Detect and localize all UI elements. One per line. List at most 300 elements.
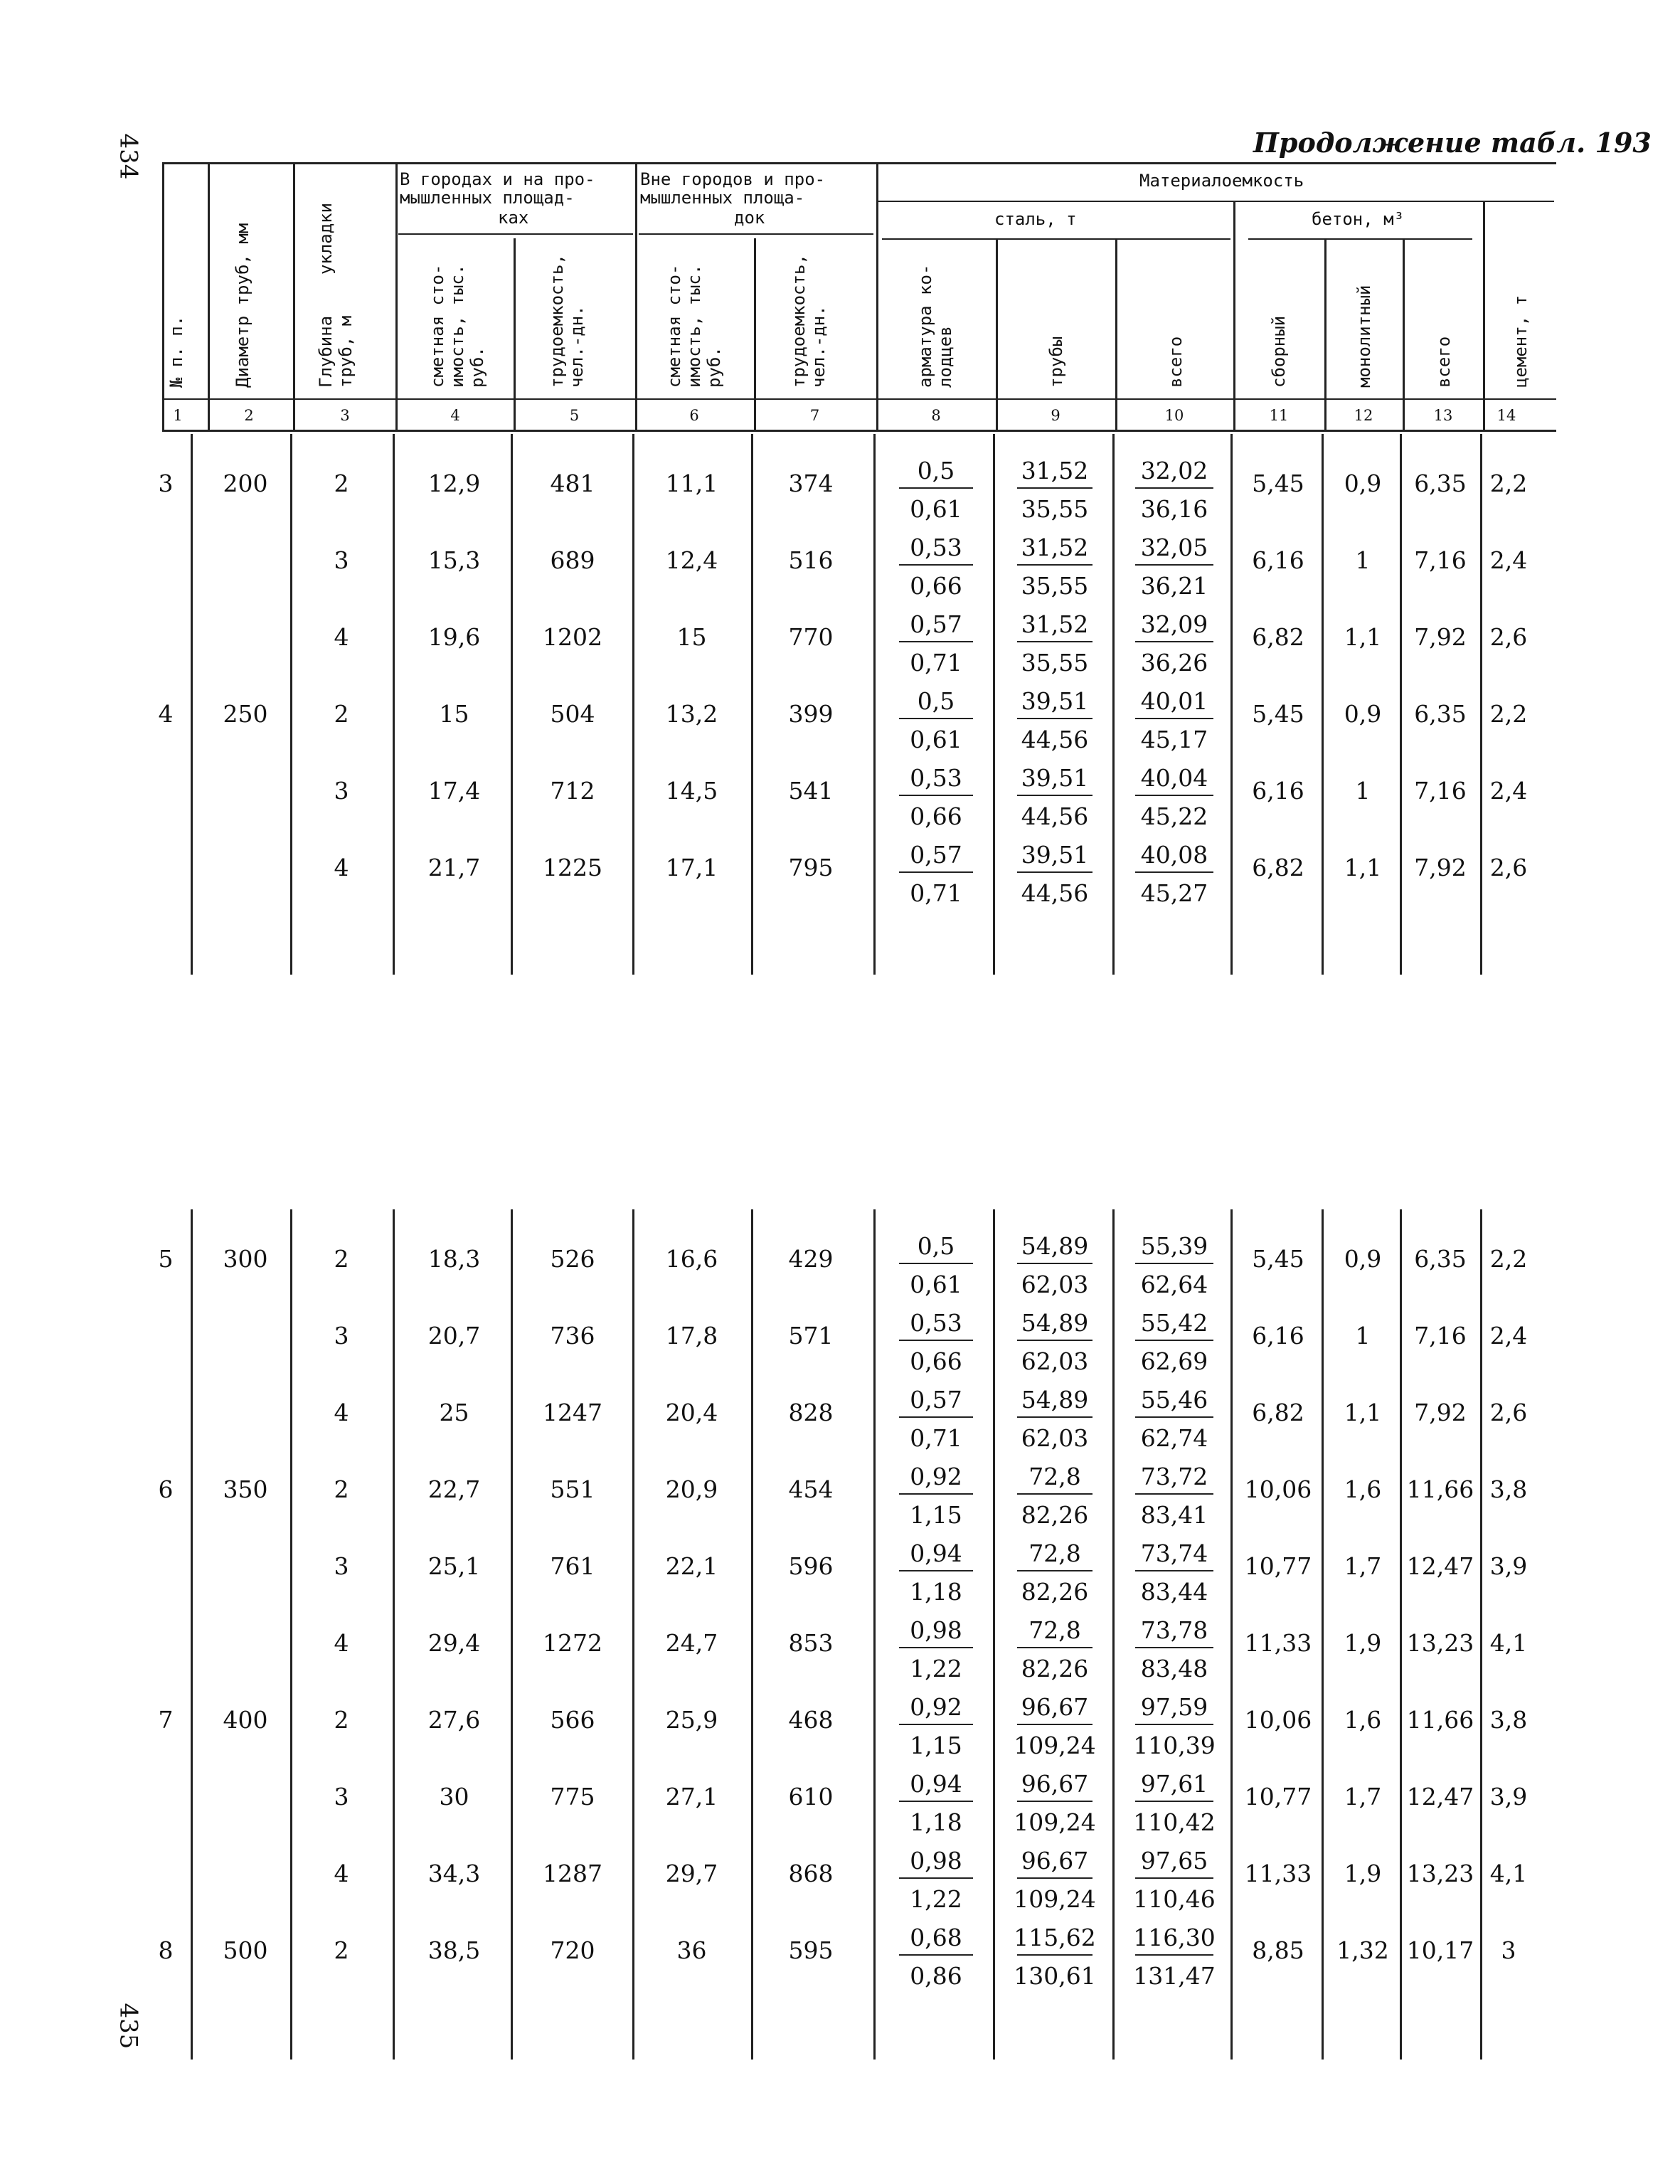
rebar-value-numerator: 0,68: [910, 1924, 962, 1951]
rebar-value-numerator: 0,94: [910, 1770, 962, 1798]
cement: 3,8: [1489, 1475, 1528, 1503]
rebar-value-numerator: 0,98: [910, 1616, 962, 1644]
pipes-value-numerator: 54,89: [1021, 1232, 1089, 1260]
header-cost-city-2: имость, тыс.: [447, 264, 467, 388]
steel-total-value-bar: [1135, 1493, 1213, 1495]
pipes-value-bar: [1017, 1724, 1092, 1725]
concrete-monolithic: 1: [1355, 1322, 1371, 1350]
labor-city: 1225: [543, 854, 602, 881]
cost-city: 25: [439, 1399, 469, 1426]
rebar-value-bar: [899, 1263, 973, 1264]
rebar-value-denominator: 1,18: [910, 1578, 962, 1606]
pipes-value-bar: [1017, 564, 1092, 566]
rebar-value-numerator: 0,98: [910, 1847, 962, 1875]
concrete-total: 7,92: [1414, 623, 1467, 651]
rebar-value-denominator: 0,71: [910, 879, 962, 907]
cement: 2,4: [1489, 1322, 1528, 1350]
pipe-diameter: 200: [223, 470, 268, 497]
pipe-depth: 3: [334, 1783, 349, 1811]
pipes-value-numerator: 96,67: [1021, 1770, 1089, 1798]
hdr-vline-9: [1115, 238, 1117, 430]
rebar-value-denominator: 0,71: [910, 649, 962, 677]
concrete-monolithic: 1,6: [1344, 1475, 1382, 1503]
cost-outside: 14,5: [665, 777, 718, 805]
steel-total-value-denominator: 83,41: [1140, 1501, 1208, 1529]
rebar-value-denominator: 1,22: [910, 1655, 962, 1682]
pipes-value-bar: [1017, 1493, 1092, 1495]
cement: 2,2: [1489, 1245, 1528, 1273]
pipes-value-bar: [1017, 1340, 1092, 1341]
pipes-value-denominator: 130,61: [1014, 1962, 1096, 1990]
header-outside-line-1: Вне городов и про-: [640, 169, 826, 189]
steel-total-value-bar: [1135, 564, 1213, 566]
pipes-value-denominator: 62,03: [1021, 1347, 1089, 1375]
concrete-precast: 5,45: [1252, 700, 1304, 728]
colnum-14: 14: [1496, 407, 1516, 424]
hdr-vline-2: [293, 162, 295, 430]
steel-total-value-denominator: 62,69: [1140, 1347, 1208, 1375]
pipe-depth: 2: [334, 470, 349, 497]
row-number: 8: [158, 1936, 174, 1964]
header-labor-outside-1: трудоемкость,: [789, 254, 809, 388]
outside-group-rule: [639, 233, 873, 235]
steel-total-value-numerator: 97,59: [1140, 1693, 1208, 1721]
header-col3-line2: труб, м: [336, 315, 356, 388]
steel-total-value-numerator: 32,05: [1140, 534, 1208, 561]
header-outside-line-3: док: [734, 208, 765, 228]
rebar-value-denominator: 0,66: [910, 802, 962, 830]
rebar-value-bar: [899, 487, 973, 489]
hdr-vline-11: [1324, 238, 1327, 430]
steel-total-value-denominator: 36,16: [1140, 495, 1208, 523]
steel-total-value-bar: [1135, 1801, 1213, 1802]
body-vline: [1112, 434, 1115, 975]
pipe-depth: 2: [334, 700, 349, 728]
labor-city: 720: [550, 1936, 595, 1964]
steel-total-value-bar: [1135, 1954, 1213, 1956]
rebar-value-denominator: 0,71: [910, 1424, 962, 1452]
body-vline: [393, 434, 395, 975]
cost-city: 17,4: [427, 777, 481, 805]
header-city-line-2: мышленных площад-: [400, 188, 575, 208]
concrete-precast: 6,16: [1252, 1322, 1304, 1350]
labor-outside: 429: [788, 1245, 834, 1273]
header-bottom-rule: [162, 398, 1556, 400]
pipe-depth: 4: [334, 1860, 349, 1887]
header-cement: цемент, т: [1511, 295, 1531, 388]
pipe-depth: 3: [334, 1552, 349, 1580]
rebar-value-denominator: 0,66: [910, 1347, 962, 1375]
colnum-3: 3: [340, 407, 350, 424]
rebar-value-numerator: 0,57: [910, 841, 962, 869]
concrete-total: 12,47: [1406, 1783, 1474, 1811]
rebar-value-bar: [899, 1724, 973, 1725]
labor-city: 761: [550, 1552, 595, 1580]
labor-city: 526: [550, 1245, 595, 1273]
pipe-diameter: 500: [223, 1936, 268, 1964]
pipes-value-numerator: 72,8: [1028, 1539, 1081, 1567]
city-group-rule: [398, 233, 633, 235]
labor-outside: 596: [788, 1552, 834, 1580]
steel-total-value-denominator: 83,48: [1140, 1655, 1208, 1682]
labor-outside: 541: [788, 777, 834, 805]
body-vline: [191, 1209, 193, 2060]
body-vline: [191, 434, 193, 975]
steel-total-value-bar: [1135, 718, 1213, 719]
rebar-value-numerator: 0,5: [917, 457, 955, 484]
colnum-8: 8: [931, 407, 941, 424]
steel-total-value-bar: [1135, 641, 1213, 642]
hdr-vline-4: [514, 238, 516, 430]
concrete-precast: 6,82: [1252, 854, 1304, 881]
body-vline: [290, 434, 292, 975]
concrete-monolithic: 0,9: [1344, 1245, 1382, 1273]
rebar-value-denominator: 0,61: [910, 1271, 962, 1298]
rebar-value-numerator: 0,5: [917, 687, 955, 715]
concrete-precast: 6,82: [1252, 1399, 1304, 1426]
rebar-value-bar: [899, 871, 973, 873]
rebar-value-bar: [899, 1416, 973, 1418]
concrete-total: 7,92: [1414, 1399, 1467, 1426]
body-vline: [290, 1209, 292, 2060]
cost-outside: 13,2: [665, 700, 718, 728]
table-continuation-title: Продолжение табл. 193: [1253, 127, 1652, 159]
concrete-precast: 10,06: [1244, 1706, 1312, 1734]
rebar-value-bar: [899, 718, 973, 719]
rebar-value-denominator: 0,66: [910, 572, 962, 600]
pipes-value-denominator: 82,26: [1021, 1655, 1089, 1682]
labor-city: 481: [550, 470, 595, 497]
cement: 3,8: [1489, 1706, 1528, 1734]
steel-total-value-denominator: 45,27: [1140, 879, 1208, 907]
labor-city: 504: [550, 700, 595, 728]
labor-outside: 399: [788, 700, 834, 728]
concrete-total: 6,35: [1414, 470, 1467, 497]
hdr-vline-10: [1233, 201, 1235, 430]
labor-outside: 828: [788, 1399, 834, 1426]
colnum-11: 11: [1269, 407, 1289, 424]
body-vline: [751, 434, 753, 975]
concrete-monolithic: 1,1: [1344, 1399, 1382, 1426]
rebar-value-bar: [899, 795, 973, 796]
pipes-value-denominator: 82,26: [1021, 1501, 1089, 1529]
steel-total-value-bar: [1135, 871, 1213, 873]
rebar-value-bar: [899, 1340, 973, 1341]
header-material: Материалоемкость: [1139, 171, 1304, 191]
cement: 3,9: [1489, 1783, 1528, 1811]
pipes-value-numerator: 39,51: [1021, 687, 1089, 715]
labor-city: 566: [550, 1706, 595, 1734]
hdr-vline-3: [395, 162, 398, 430]
rebar-value-bar: [899, 1954, 973, 1956]
labor-city: 551: [550, 1475, 595, 1503]
pipes-value-bar: [1017, 795, 1092, 796]
steel-total-value-numerator: 73,74: [1140, 1539, 1208, 1567]
pipe-depth: 2: [334, 1706, 349, 1734]
steel-total-value-denominator: 110,39: [1133, 1732, 1216, 1759]
body-vline: [1322, 1209, 1324, 2060]
pipes-value-bar: [1017, 641, 1092, 642]
cost-outside: 16,6: [665, 1245, 718, 1273]
rebar-value-numerator: 0,94: [910, 1539, 962, 1567]
concrete-precast: 10,77: [1244, 1783, 1312, 1811]
concrete-precast: 10,77: [1244, 1552, 1312, 1580]
header-rebar-1: арматура ко-: [915, 264, 935, 388]
steel-total-value-numerator: 97,65: [1140, 1847, 1208, 1875]
rebar-value-numerator: 0,57: [910, 610, 962, 638]
steel-total-value-bar: [1135, 1570, 1213, 1571]
labor-city: 775: [550, 1783, 595, 1811]
header-cost-outside-2: имость, тыс.: [684, 264, 704, 388]
pipes-value-denominator: 35,55: [1021, 495, 1089, 523]
cost-city: 22,7: [427, 1475, 481, 1503]
cement: 2,6: [1489, 854, 1528, 881]
pipes-value-numerator: 31,52: [1021, 534, 1089, 561]
rebar-value-numerator: 0,57: [910, 1386, 962, 1414]
hdr-vline-13: [1483, 201, 1485, 430]
header-pipes: трубы: [1046, 336, 1066, 388]
pipes-value-bar: [1017, 487, 1092, 489]
concrete-total: 7,16: [1414, 777, 1467, 805]
cost-city: 18,3: [427, 1245, 481, 1273]
pipe-depth: 2: [334, 1245, 349, 1273]
header-labor-city-2: чел.-дн.: [567, 305, 587, 388]
colnum-12: 12: [1354, 407, 1373, 424]
cost-outside: 11,1: [665, 470, 718, 497]
pipe-diameter: 250: [223, 700, 268, 728]
hdr-vline-1: [208, 162, 210, 430]
cement: 3: [1501, 1936, 1516, 1964]
header-cost-outside-3: руб.: [704, 346, 724, 388]
colnum-bottom-rule: [162, 430, 1556, 432]
pipes-value-denominator: 44,56: [1021, 879, 1089, 907]
colnum-13: 13: [1433, 407, 1453, 424]
cost-outside: 17,1: [665, 854, 718, 881]
concrete-monolithic: 1,7: [1344, 1783, 1382, 1811]
header-city-line-1: В городах и на про-: [400, 169, 595, 189]
body-vline: [511, 1209, 513, 2060]
steel-total-value-bar: [1135, 487, 1213, 489]
concrete-precast: 6,16: [1252, 777, 1304, 805]
cost-city: 21,7: [427, 854, 481, 881]
pipes-value-bar: [1017, 1416, 1092, 1418]
labor-outside: 770: [788, 623, 834, 651]
pipes-value-numerator: 54,89: [1021, 1386, 1089, 1414]
material-group-rule: [878, 201, 1554, 202]
pipe-depth: 4: [334, 1629, 349, 1657]
pipes-value-numerator: 31,52: [1021, 457, 1089, 484]
hdr-vline-6: [754, 238, 756, 430]
steel-total-value-numerator: 55,46: [1140, 1386, 1208, 1414]
hdr-vline-0: [162, 162, 164, 430]
body-vline: [632, 434, 634, 975]
steel-total-value-denominator: 110,46: [1133, 1885, 1216, 1913]
rebar-value-bar: [899, 1877, 973, 1879]
rebar-value-bar: [899, 564, 973, 566]
concrete-total: 10,17: [1406, 1936, 1474, 1964]
pipes-value-bar: [1017, 718, 1092, 719]
cost-outside: 22,1: [665, 1552, 718, 1580]
labor-city: 712: [550, 777, 595, 805]
pipe-depth: 3: [334, 777, 349, 805]
cost-outside: 29,7: [665, 1860, 718, 1887]
concrete-group-rule: [1248, 238, 1472, 240]
labor-city: 1202: [543, 623, 602, 651]
colnum-10: 10: [1164, 407, 1184, 424]
concrete-precast: 11,33: [1244, 1860, 1312, 1887]
colnum-5: 5: [569, 407, 580, 424]
concrete-monolithic: 1,32: [1336, 1936, 1389, 1964]
pipes-value-numerator: 72,8: [1028, 1616, 1081, 1644]
pipes-value-denominator: 62,03: [1021, 1271, 1089, 1298]
body-vline: [1400, 1209, 1402, 2060]
steel-total-value-denominator: 83,44: [1140, 1578, 1208, 1606]
labor-city: 736: [550, 1322, 595, 1350]
pipe-depth: 4: [334, 623, 349, 651]
rebar-value-denominator: 1,15: [910, 1501, 962, 1529]
labor-outside: 853: [788, 1629, 834, 1657]
concrete-total: 7,16: [1414, 546, 1467, 574]
header-precast: сборный: [1269, 315, 1289, 388]
concrete-total: 12,47: [1406, 1552, 1474, 1580]
concrete-precast: 5,45: [1252, 470, 1304, 497]
steel-total-value-denominator: 62,64: [1140, 1271, 1208, 1298]
steel-total-value-denominator: 110,42: [1133, 1808, 1216, 1836]
steel-total-value-bar: [1135, 1724, 1213, 1725]
cost-city: 27,6: [427, 1706, 481, 1734]
cost-outside: 25,9: [665, 1706, 718, 1734]
steel-total-value-numerator: 116,30: [1133, 1924, 1216, 1951]
concrete-precast: 8,85: [1252, 1936, 1304, 1964]
pipes-value-bar: [1017, 871, 1092, 873]
steel-total-value-numerator: 73,72: [1140, 1463, 1208, 1490]
rebar-value-bar: [899, 641, 973, 642]
cost-city: 15: [439, 700, 469, 728]
cement: 4,1: [1489, 1629, 1528, 1657]
concrete-monolithic: 0,9: [1344, 470, 1382, 497]
header-concrete-total: всего: [1434, 336, 1454, 388]
pipes-value-numerator: 115,62: [1014, 1924, 1096, 1951]
cost-city: 19,6: [427, 623, 481, 651]
pipes-value-denominator: 62,03: [1021, 1424, 1089, 1452]
body-vline: [993, 1209, 995, 2060]
body-vline: [1230, 434, 1233, 975]
labor-city: 1247: [543, 1399, 602, 1426]
steel-total-value-numerator: 40,01: [1140, 687, 1208, 715]
steel-total-value-bar: [1135, 795, 1213, 796]
cost-outside: 17,8: [665, 1322, 718, 1350]
pipe-diameter: 300: [223, 1245, 268, 1273]
concrete-monolithic: 0,9: [1344, 700, 1382, 728]
labor-city: 689: [550, 546, 595, 574]
cost-city: 30: [439, 1783, 469, 1811]
header-city-line-3: ках: [498, 208, 529, 228]
concrete-monolithic: 1,9: [1344, 1629, 1382, 1657]
steel-total-value-bar: [1135, 1263, 1213, 1264]
labor-outside: 795: [788, 854, 834, 881]
steel-total-value-numerator: 73,78: [1140, 1616, 1208, 1644]
pipe-depth: 3: [334, 546, 349, 574]
labor-outside: 595: [788, 1936, 834, 1964]
cost-outside: 15: [676, 623, 707, 651]
hdr-vline-7: [876, 162, 878, 430]
header-rebar-2: лодцев: [935, 326, 955, 388]
pipes-value-denominator: 44,56: [1021, 726, 1089, 753]
labor-outside: 516: [788, 546, 834, 574]
pipes-value-numerator: 39,51: [1021, 764, 1089, 792]
concrete-total: 6,35: [1414, 700, 1467, 728]
labor-outside: 374: [788, 470, 834, 497]
body-vline: [393, 1209, 395, 2060]
steel-total-value-numerator: 32,02: [1140, 457, 1208, 484]
cost-outside: 27,1: [665, 1783, 718, 1811]
rebar-value-bar: [899, 1801, 973, 1802]
rebar-value-numerator: 0,53: [910, 534, 962, 561]
cost-outside: 12,4: [665, 546, 718, 574]
concrete-total: 13,23: [1406, 1860, 1474, 1887]
hdr-vline-8: [996, 238, 998, 430]
colnum-4: 4: [450, 407, 460, 424]
steel-total-value-denominator: 62,74: [1140, 1424, 1208, 1452]
rebar-value-denominator: 1,15: [910, 1732, 962, 1759]
header-cost-city-3: руб.: [467, 346, 487, 388]
cement: 3,9: [1489, 1552, 1528, 1580]
body-vline: [1480, 434, 1482, 975]
header-labor-outside-2: чел.-дн.: [809, 305, 829, 388]
pipes-value-denominator: 35,55: [1021, 649, 1089, 677]
steel-total-value-denominator: 36,26: [1140, 649, 1208, 677]
colnum-7: 7: [809, 407, 820, 424]
concrete-precast: 6,82: [1252, 623, 1304, 651]
steel-total-value-denominator: 45,17: [1140, 726, 1208, 753]
concrete-monolithic: 1,9: [1344, 1860, 1382, 1887]
cement: 2,4: [1489, 546, 1528, 574]
rebar-value-bar: [899, 1493, 973, 1495]
steel-total-value-bar: [1135, 1416, 1213, 1418]
cement: 4,1: [1489, 1860, 1528, 1887]
concrete-total: 11,66: [1406, 1475, 1474, 1503]
row-number: 6: [158, 1475, 174, 1503]
pipes-value-numerator: 31,52: [1021, 610, 1089, 638]
steel-total-value-denominator: 45,22: [1140, 802, 1208, 830]
pipes-value-numerator: 39,51: [1021, 841, 1089, 869]
pipes-value-denominator: 44,56: [1021, 802, 1089, 830]
rebar-value-denominator: 0,61: [910, 495, 962, 523]
pipes-value-numerator: 72,8: [1028, 1463, 1081, 1490]
pipe-depth: 3: [334, 1322, 349, 1350]
rebar-value-numerator: 0,92: [910, 1463, 962, 1490]
header-concrete: бетон, м³: [1312, 209, 1405, 229]
row-number: 5: [158, 1245, 174, 1273]
steel-total-value-bar: [1135, 1340, 1213, 1341]
concrete-total: 11,66: [1406, 1706, 1474, 1734]
steel-total-value-numerator: 55,42: [1140, 1309, 1208, 1337]
cost-city: 29,4: [427, 1629, 481, 1657]
steel-total-value-bar: [1135, 1877, 1213, 1879]
pipes-value-bar: [1017, 1801, 1092, 1802]
header-cost-outside-1: сметная сто-: [664, 264, 684, 388]
body-vline: [751, 1209, 753, 2060]
body-vline: [1230, 1209, 1233, 2060]
pipe-diameter: 400: [223, 1706, 268, 1734]
pipe-depth: 2: [334, 1475, 349, 1503]
header-monolithic: монолитный: [1354, 285, 1374, 388]
pipes-value-denominator: 82,26: [1021, 1578, 1089, 1606]
header-top-rule: [162, 162, 1556, 164]
pipes-value-denominator: 35,55: [1021, 572, 1089, 600]
pipes-value-denominator: 109,24: [1014, 1808, 1096, 1836]
concrete-total: 6,35: [1414, 1245, 1467, 1273]
